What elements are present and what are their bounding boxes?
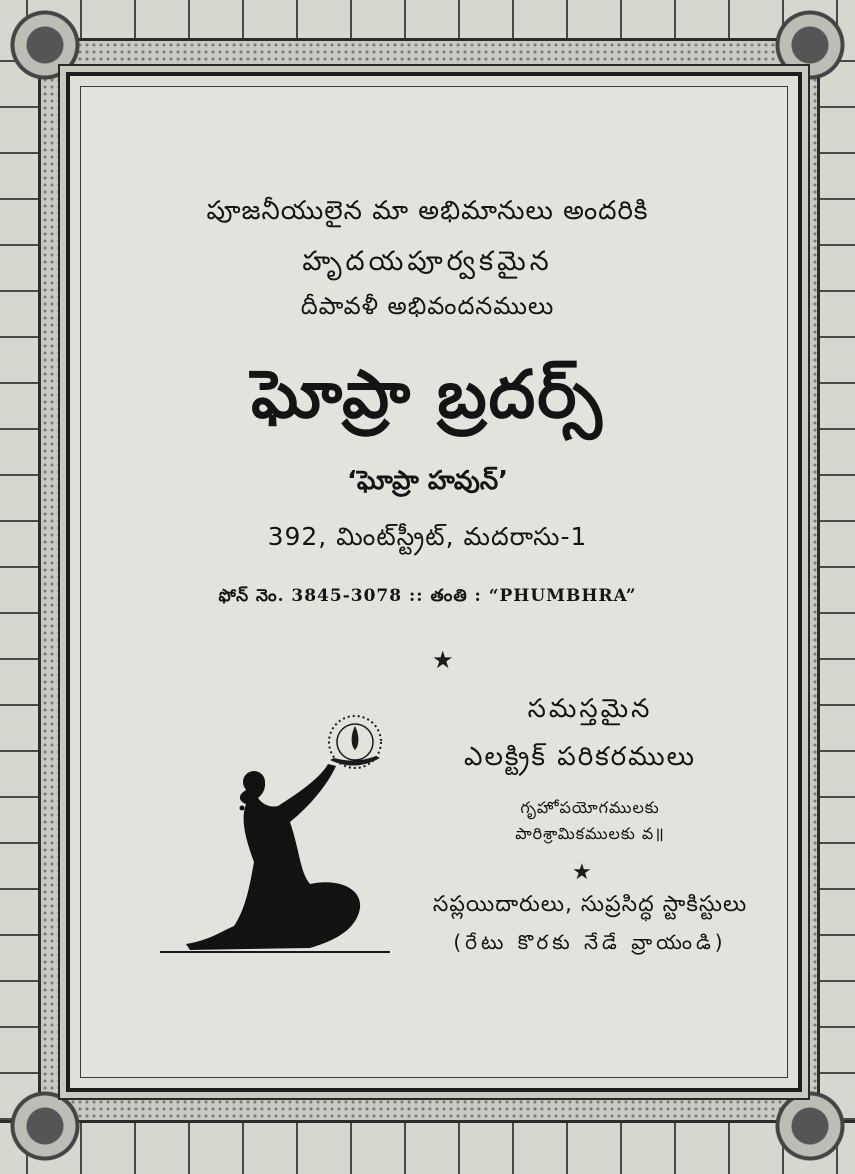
offer-line-2: ఎలక్ట్రిక్ పరికరములు	[463, 742, 697, 772]
offer-line-4: పారిశ్రామికములకు వ॥	[515, 824, 665, 843]
greeting-line-1: పూజనీయులైన మా అభిమానులు అందరికి	[206, 196, 649, 226]
company-house: ‘ఘోప్రా హవున్’	[347, 466, 508, 496]
greeting-line-2: హృదయపూర్వకమైన	[302, 246, 553, 277]
company-name: ఘోప్రా బ్రదర్స్	[251, 356, 604, 433]
company-address: 392, మింట్‌స్ట్రీట్, మదరాసు-1	[267, 522, 588, 551]
offer-line-3: గృహోపయోగములకు	[520, 798, 660, 817]
oil-lamp-icon	[329, 716, 381, 768]
kneeling-woman-silhouette	[150, 712, 400, 962]
company-contact: ఫోన్ నెం. 3845-3078 :: తంతి : “PHUMBHRA”	[218, 586, 637, 606]
corner-ornament	[0, 1081, 90, 1171]
offer-line-5: సప్లయిదారులు, సుప్రసిద్ధ స్టాకిస్టులు	[432, 892, 748, 917]
corner-ornament	[765, 1081, 855, 1171]
offer-line-1: సమస్తమైన	[527, 694, 653, 724]
frame-bottom-border	[0, 1120, 855, 1174]
star-icon: ★	[432, 646, 454, 674]
greeting-line-3: దీపావళీ అభివందనములు	[300, 292, 555, 320]
star-icon: ★	[572, 860, 592, 885]
frame-top-border	[0, 0, 855, 41]
offer-line-6: (రేటు కొరకు నేడే వ్రాయండి)	[453, 930, 727, 954]
